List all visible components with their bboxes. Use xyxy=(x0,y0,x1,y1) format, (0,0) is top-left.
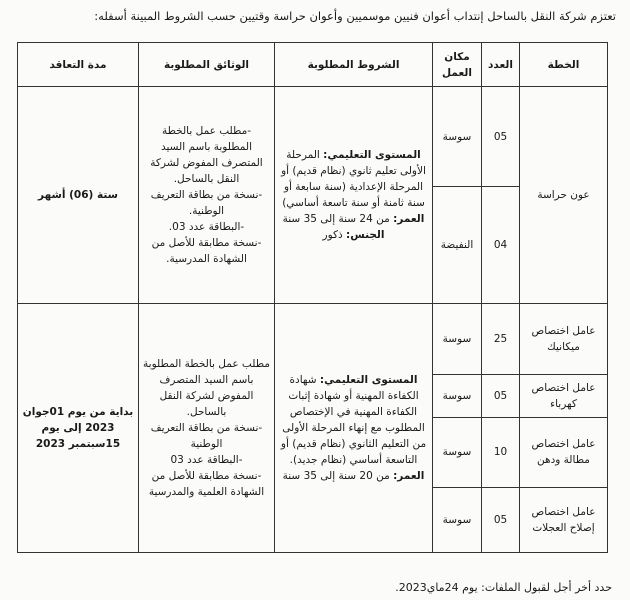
doc-item: -البطاقة عدد 03 xyxy=(170,453,243,466)
guard-duration: ستة (06) أشهر xyxy=(18,87,139,304)
age-label: العمر: xyxy=(393,469,425,482)
header-location: مكان العمل xyxy=(433,43,482,87)
deadline-text: حدد أخر أجل لقبول الملفات: يوم 24ماي2023. xyxy=(395,581,612,594)
intro-text: تعتزم شركة النقل بالساحل إنتداب أعوان فنيين موسميين وأعوان حراسة وقتيين حسب الشروط المبينة أسفله: xyxy=(94,9,616,23)
doc-item: مطلب عمل بالخطة المطلوبة باسم السيد المتصرف المفوض لشركة النقل بالساحل. xyxy=(143,357,270,418)
tech-location-2: سوسة xyxy=(433,375,482,418)
age-text: من 20 سنة إلى 35 سنة xyxy=(282,469,390,482)
doc-item: -نسخة مطابقة للأصل من الشهادة المدرسية. xyxy=(151,236,262,265)
tech-documents xyxy=(139,303,275,552)
header-duration: مدة التعاقد xyxy=(18,43,139,87)
recruitment-table xyxy=(17,42,608,553)
sex-text: ذكور xyxy=(322,228,343,241)
age-text: من 24 سنة إلى 35 سنة xyxy=(282,212,390,225)
header-documents: الوثائق المطلوبة xyxy=(139,43,275,87)
tech-location-1: سوسة xyxy=(433,303,482,375)
doc-item: -نسخة من بطاقة التعريف الوطنية xyxy=(150,421,263,450)
tech-count-1: 25 xyxy=(482,303,520,375)
edu-label: المستوى التعليمي: xyxy=(323,148,421,161)
guard-conditions xyxy=(275,87,433,304)
header-plan: الخطة xyxy=(520,43,608,87)
guard-plan: عون حراسة xyxy=(520,87,608,304)
doc-item: -البطاقة عدد 03. xyxy=(168,220,245,233)
header-count: العدد xyxy=(482,43,520,87)
table-row xyxy=(18,303,608,375)
sex-label: الجنس: xyxy=(346,228,385,241)
tech-plan-2: عامل اختصاص كهرباء xyxy=(520,375,608,418)
tech-count-3: 10 xyxy=(482,418,520,487)
guard-count-1: 05 xyxy=(482,87,520,187)
doc-item: -مطلب عمل بالخطة المطلوبة باسم السيد المتصرف المفوض لشركة النقل بالساحل. xyxy=(150,124,263,185)
tech-plan-3: عامل اختصاص مطالة ودهن xyxy=(520,418,608,487)
tech-location-4: سوسة xyxy=(433,487,482,552)
edu-text: شهادة الكفاءة المهنية أو شهادة إثبات الكفاءة المهنية في الإختصاص المطلوب مع إنهاء المرحلة الأولى من التعليم الثانوي (نظام قديم) أو التاسعة أساسي (نظام جديد). xyxy=(280,373,427,466)
tech-location-3: سوسة xyxy=(433,418,482,487)
doc-item: -نسخة مطابقة للأصل من الشهادة العلمية والمدرسية xyxy=(148,469,265,498)
tech-duration: بداية من يوم 01جوان 2023 إلى يوم 15سبتمبر 2023 xyxy=(18,303,139,552)
tech-plan-4: عامل اختصاص إصلاح العجلات xyxy=(520,487,608,552)
age-label: العمر: xyxy=(393,212,425,225)
guard-location-2: النفيضة xyxy=(433,187,482,304)
guard-location-1: سوسة xyxy=(433,87,482,187)
table-header-row xyxy=(18,43,608,87)
guard-documents xyxy=(139,87,275,304)
tech-count-4: 05 xyxy=(482,487,520,552)
tech-plan-1: عامل اختصاص ميكانيك xyxy=(520,303,608,375)
tech-count-2: 05 xyxy=(482,375,520,418)
edu-label: المستوى التعليمي: xyxy=(319,373,418,386)
edu-text: المرحلة الأولى تعليم ثانوي (نظام قديم) أو المرحلة الإعدادية (سنة سابعة أو سنة ثامنة أو سنة تاسعة أساسي) xyxy=(281,148,426,209)
header-conditions: الشروط المطلوبة xyxy=(275,43,433,87)
tech-conditions xyxy=(275,303,433,552)
doc-item: -نسخة من بطاقة التعريف الوطنية. xyxy=(150,188,263,217)
guard-count-2: 04 xyxy=(482,187,520,304)
table-row xyxy=(18,87,608,187)
